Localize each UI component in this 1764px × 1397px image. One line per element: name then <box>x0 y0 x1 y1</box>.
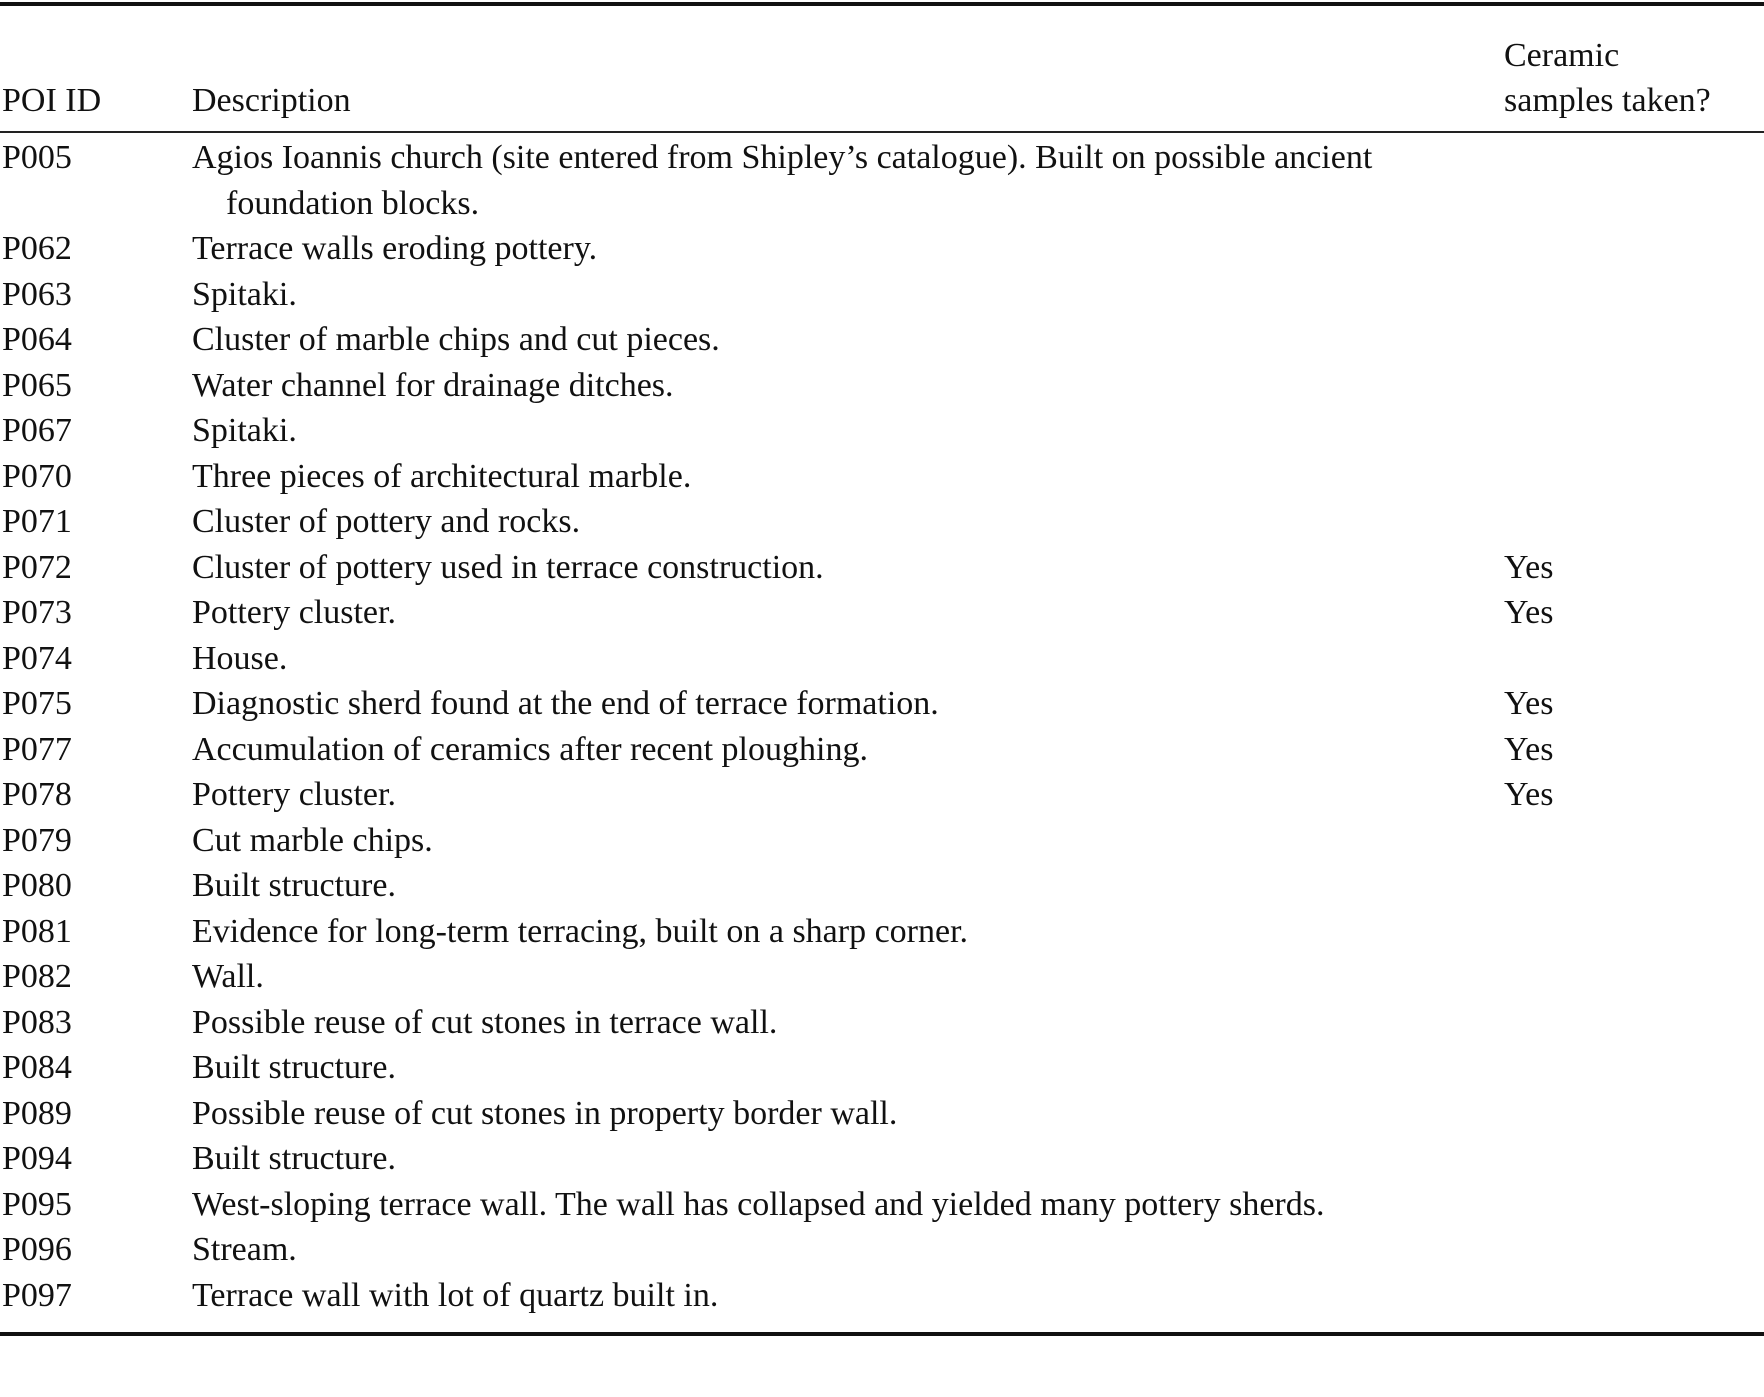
table-row <box>0 226 1764 272</box>
description-cell <box>192 317 1504 363</box>
description-cell <box>192 408 1504 454</box>
description-cell <box>192 909 1504 955</box>
description-text: Pottery cluster. <box>192 776 396 813</box>
poi-id-cell: P084 <box>2 1049 72 1086</box>
poi-id-cell: P005 <box>2 139 72 176</box>
description-cell <box>192 133 1504 226</box>
ceramic-samples-cell: Yes <box>1504 594 1554 631</box>
description-cell <box>192 636 1504 682</box>
poi-id-cell: P067 <box>2 412 72 449</box>
ceramic-samples-cell <box>1504 1182 1764 1228</box>
description-cell <box>192 1182 1504 1228</box>
ceramic-samples-cell <box>1504 133 1764 226</box>
description-text: Cut marble chips. <box>192 821 433 859</box>
description-text: Three pieces of architectural marble. <box>192 457 692 495</box>
table-row <box>0 545 1764 591</box>
ceramic-samples-cell <box>1504 454 1764 500</box>
table-row <box>0 499 1764 545</box>
description-text: Terrace walls eroding pottery. <box>192 230 598 267</box>
poi-id-cell: P075 <box>2 685 72 722</box>
description-cell <box>192 1273 1504 1333</box>
ceramic-samples-cell <box>1504 1227 1764 1273</box>
description-cell <box>192 226 1504 272</box>
description-cell <box>192 681 1504 727</box>
poi-id-cell: P062 <box>2 230 72 267</box>
ceramic-samples-cell <box>1504 226 1764 272</box>
table-row <box>0 1091 1764 1137</box>
ceramic-samples-cell <box>1504 954 1764 1000</box>
ceramic-samples-cell <box>1504 636 1764 682</box>
ceramic-samples-cell <box>1504 499 1764 545</box>
description-text: Stream. <box>192 1231 297 1268</box>
description-text: Possible reuse of cut stones in terrace wall. <box>192 1003 778 1041</box>
table-header <box>0 6 1764 133</box>
ceramic-samples-cell <box>1504 1000 1764 1046</box>
poi-id-cell: P071 <box>2 503 72 540</box>
table-row <box>0 863 1764 909</box>
table-row <box>0 454 1764 500</box>
poi-table <box>0 6 1764 1332</box>
header-ceramic-line2: samples taken? <box>1504 82 1711 119</box>
table-row <box>0 1273 1764 1333</box>
poi-id-cell: P089 <box>2 1094 72 1132</box>
description-text: Agios Ioannis church (site entered from Shipley’s catalogue). Built on possible ancient foundation blocks. <box>192 139 1373 222</box>
description-text: Spitaki. <box>192 412 297 449</box>
header-ceramic-line1: Ceramic <box>1504 37 1620 74</box>
ceramic-samples-cell <box>1504 818 1764 864</box>
header-poi-id: POI ID <box>2 82 102 119</box>
ceramic-samples-cell <box>1504 1045 1764 1091</box>
table-row <box>0 909 1764 955</box>
ceramic-samples-cell <box>1504 363 1764 409</box>
table-row <box>0 317 1764 363</box>
table-row <box>0 1000 1764 1046</box>
poi-table-container <box>0 2 1764 1336</box>
poi-id-cell: P077 <box>2 730 72 768</box>
table-row <box>0 818 1764 864</box>
poi-id-cell: P095 <box>2 1185 72 1223</box>
description-cell <box>192 1136 1504 1182</box>
description-cell <box>192 499 1504 545</box>
description-text: Built structure. <box>192 1049 396 1086</box>
table-row <box>0 727 1764 773</box>
ceramic-samples-cell: Yes <box>1504 685 1554 722</box>
description-text: Terrace wall with lot of quartz built in. <box>192 1276 719 1314</box>
description-cell <box>192 954 1504 1000</box>
header-ceramic-samples <box>1504 6 1764 131</box>
poi-id-cell: P070 <box>2 457 72 495</box>
ceramic-samples-cell: Yes <box>1504 548 1554 586</box>
table-row <box>0 772 1764 818</box>
poi-id-cell: P063 <box>2 275 72 313</box>
poi-id-cell: P080 <box>2 867 72 904</box>
poi-id-cell: P072 <box>2 548 72 586</box>
table-row <box>0 133 1764 226</box>
description-text: Water channel for drainage ditches. <box>192 366 674 404</box>
description-cell <box>192 454 1504 500</box>
description-cell <box>192 727 1504 773</box>
description-text: Spitaki. <box>192 275 297 313</box>
table-bottom-rule <box>0 1332 1764 1336</box>
table-row <box>0 1136 1764 1182</box>
description-cell <box>192 272 1504 318</box>
ceramic-samples-cell: Yes <box>1504 776 1554 813</box>
table-row <box>0 954 1764 1000</box>
description-text: Evidence for long-term terracing, built on a sharp corner. <box>192 912 969 950</box>
description-cell <box>192 818 1504 864</box>
table-row <box>0 363 1764 409</box>
poi-id-cell: P094 <box>2 1140 72 1177</box>
poi-id-cell: P065 <box>2 366 72 404</box>
table-row <box>0 408 1764 454</box>
description-cell <box>192 363 1504 409</box>
ceramic-samples-cell: Yes <box>1504 730 1554 768</box>
description-text: Built structure. <box>192 867 396 904</box>
header-description: Description <box>192 82 351 119</box>
poi-id-cell: P074 <box>2 639 72 677</box>
description-cell <box>192 545 1504 591</box>
poi-id-cell: P073 <box>2 594 72 631</box>
poi-id-cell: P083 <box>2 1003 72 1041</box>
poi-id-cell: P064 <box>2 321 72 358</box>
table-row <box>0 1045 1764 1091</box>
description-text: Built structure. <box>192 1140 396 1177</box>
description-text: Diagnostic sherd found at the end of terrace formation. <box>192 685 939 722</box>
description-text: West-sloping terrace wall. The wall has collapsed and yielded many pottery sherds. <box>192 1185 1325 1223</box>
ceramic-samples-cell <box>1504 863 1764 909</box>
table-row <box>0 681 1764 727</box>
description-text: Possible reuse of cut stones in property border wall. <box>192 1094 898 1132</box>
description-cell <box>192 863 1504 909</box>
description-cell <box>192 1227 1504 1273</box>
poi-id-cell: P096 <box>2 1231 72 1268</box>
description-cell <box>192 1045 1504 1091</box>
poi-id-cell: P079 <box>2 821 72 859</box>
description-text: Accumulation of ceramics after recent ploughing. <box>192 730 868 768</box>
poi-id-cell: P082 <box>2 958 72 995</box>
description-cell <box>192 590 1504 636</box>
description-text: Cluster of pottery and rocks. <box>192 503 581 540</box>
description-cell <box>192 772 1504 818</box>
description-text: Cluster of marble chips and cut pieces. <box>192 321 720 358</box>
ceramic-samples-cell <box>1504 1136 1764 1182</box>
ceramic-samples-cell <box>1504 408 1764 454</box>
description-cell <box>192 1000 1504 1046</box>
table-row <box>0 272 1764 318</box>
description-text: Pottery cluster. <box>192 594 396 631</box>
table-row <box>0 636 1764 682</box>
poi-id-cell: P097 <box>2 1276 72 1314</box>
ceramic-samples-cell <box>1504 909 1764 955</box>
ceramic-samples-cell <box>1504 272 1764 318</box>
table-body <box>0 133 1764 1332</box>
description-cell <box>192 1091 1504 1137</box>
description-text: Wall. <box>192 958 264 995</box>
ceramic-samples-cell <box>1504 1273 1764 1333</box>
header-row <box>0 6 1764 131</box>
poi-id-cell: P078 <box>2 776 72 813</box>
table-row <box>0 1182 1764 1228</box>
table-row <box>0 1227 1764 1273</box>
description-text: Cluster of pottery used in terrace construction. <box>192 548 824 586</box>
description-text: House. <box>192 639 288 677</box>
ceramic-samples-cell <box>1504 317 1764 363</box>
ceramic-samples-cell <box>1504 1091 1764 1137</box>
table-row <box>0 590 1764 636</box>
poi-id-cell: P081 <box>2 912 72 950</box>
